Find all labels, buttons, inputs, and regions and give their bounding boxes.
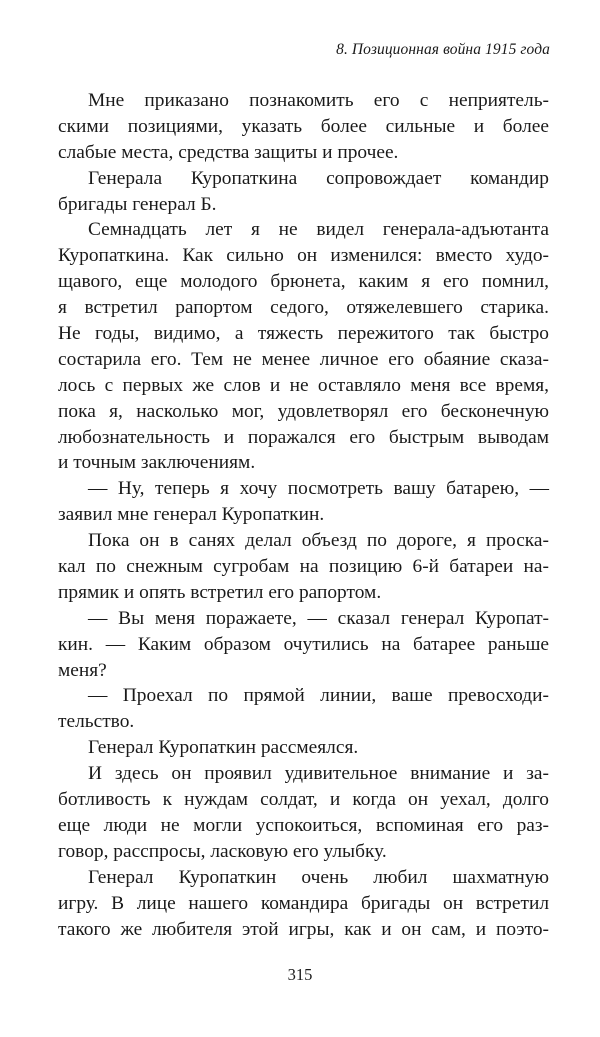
paragraph [58,683,549,735]
text-line: Мне приказано познакомить его с неприятель- [88,90,549,111]
text-line: ботливость к нуждам солдат, и когда он уехал, долго [58,789,549,811]
text-line: бригады генерал Б. [58,193,217,215]
text-line: состарила его. Тем не менее личное его обаяние сказа- [58,348,549,370]
text-line: Генерала Куропаткина сопровождает командир [88,167,549,189]
page-number: 315 [287,965,313,984]
paragraph [58,761,549,865]
text-line: — Вы меня поражаете, — сказал генерал Куропат- [88,607,549,629]
text-line: И здесь он проявил удивительное внимание и за- [88,763,549,785]
text-line: Куропаткина. Как сильно он изменился: вместо худо- [58,245,549,267]
text-line: кал по снежным сугробам на позицию 6-й батареи на- [58,556,549,578]
paragraph [58,217,549,476]
paragraph [58,865,549,943]
text-line: еще люди не могли успокоиться, вспоминая его раз- [58,814,549,836]
text-line: Не годы, видимо, а тяжесть пережитого так быстро [58,323,549,345]
text-line: Пока он в санях делал объезд по дороге, я проска- [88,530,549,552]
text-line: Генерал Куропаткин рассмеялся. [88,737,359,759]
paragraph [58,166,549,218]
text-line: Семнадцать лет я не видел генерала-адъютанта [88,219,549,241]
paragraph [58,606,549,684]
text-line: заявил мне генерал Куропаткин. [58,504,325,526]
text-line: прямик и опять встретил его рапортом. [58,581,382,603]
text-line: меня? [58,659,107,681]
paragraph [58,476,549,528]
text-line: — Ну, теперь я хочу посмотреть вашу батарею, — [88,478,549,500]
text-line: такого же любителя этой игры, как и он сам, и поэто- [58,918,549,940]
text-line: лось с первых же слов и не оставляло меня все время, [58,374,549,396]
text-line: скими позициями, указать более сильные и более [58,115,549,137]
running-header: 8. Позиционная война 1915 года [336,41,550,58]
body-text [58,88,549,942]
text-line: тельство. [58,711,135,733]
text-line: кин. — Каким образом очутились на батарее раньше [58,633,549,655]
text-line: я встретил рапортом седого, отяжелевшего старика. [58,297,549,319]
text-line: говор, расспросы, ласковую его улыбку. [58,840,387,862]
text-line: любознательность и поражался его быстрым выводам [58,426,549,448]
text-line: игру. В лице нашего командира бригады он встретил [58,892,549,914]
text-line: Генерал Куропаткин очень любил шахматную [88,866,549,888]
paragraph [58,735,549,761]
text-line: пока я, насколько мог, удовлетворял его бесконечную [58,400,549,422]
paragraph [58,88,549,166]
text-line: — Проехал по прямой линии, ваше превосходи- [88,685,549,707]
text-line: щавого, еще молодого брюнета, каким я его помнил, [58,271,549,293]
text-line: слабые места, средства защиты и прочее. [58,141,399,163]
paragraph [58,528,549,606]
text-line: и точным заключениям. [58,452,256,474]
